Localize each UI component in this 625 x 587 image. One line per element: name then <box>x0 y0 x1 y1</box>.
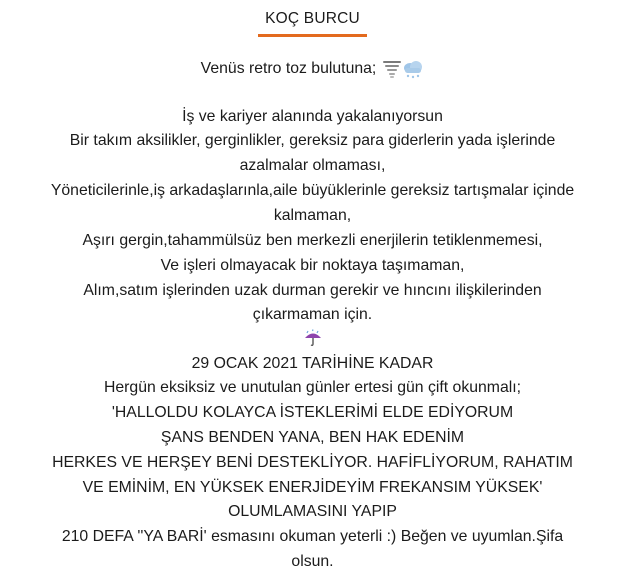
text-line: olsun. <box>291 553 334 570</box>
title-underline <box>258 34 367 37</box>
umbrella-row <box>0 329 625 347</box>
text-line: 210 DEFA ''YA BARİ' esmasını okuman yeterli :) Beğen ve uyumlan.Şifa <box>61 528 564 545</box>
text-line: İş ve kariyer alanında yakalanıyorsun <box>182 108 443 125</box>
page-title: KOÇ BURCU <box>265 10 360 27</box>
text-line: azalmalar olmaması, <box>239 157 386 174</box>
affirmation-line: HERKES VE HERŞEY BENİ DESTEKLİYOR. HAFİFLİYORUM, RAHATIM <box>52 454 573 471</box>
text-line: Ve işleri olmayacak bir noktaya taşımaman, <box>160 257 465 274</box>
cloud-snow-icon <box>402 59 424 85</box>
text-line: Alım,satım işlerinden uzak durman gerekir ve hıncını ilişkilerinden <box>83 282 542 299</box>
weather-icons <box>382 59 424 85</box>
tornado-icon <box>382 59 402 85</box>
text-line: çıkarmaman için. <box>252 306 373 323</box>
text-line: 29 OCAK 2021 TARİHİNE KADAR <box>191 355 434 372</box>
text-line: Aşırı gergin,tahammülsüz ben merkezli enerjilerin tetiklenmemesi, <box>82 232 543 249</box>
text-line: Hergün eksiksiz ve unutulan günler ertesi gün çift okunmalı; <box>103 379 522 396</box>
affirmation-line: ŞANS BENDEN YANA, BEN HAK EDENİM <box>160 429 465 446</box>
text-line: Yöneticilerinle,iş arkadaşlarınla,aile büyüklerinle gereksiz tartışmalar içinde <box>50 182 575 199</box>
text-line: Bir takım aksilikler, gerginlikler, gereksiz para giderlerin yada işlerinde <box>69 132 556 149</box>
text-line: OLUMLAMASINI YAPIP <box>228 503 397 520</box>
umbrella-rain-icon <box>303 329 323 352</box>
affirmation-line: 'HALLOLDU KOLAYCA İSTEKLERİMİ ELDE EDİYORUM <box>111 404 514 421</box>
affirmation-line: VE EMİNİM, EN YÜKSEK ENERJİDEYİM FREKANSIM YÜKSEK' <box>82 479 543 496</box>
intro-text: Venüs retro toz bulutuna; <box>200 60 377 78</box>
intro-line <box>0 59 625 85</box>
text-line: kalmaman, <box>273 207 352 224</box>
